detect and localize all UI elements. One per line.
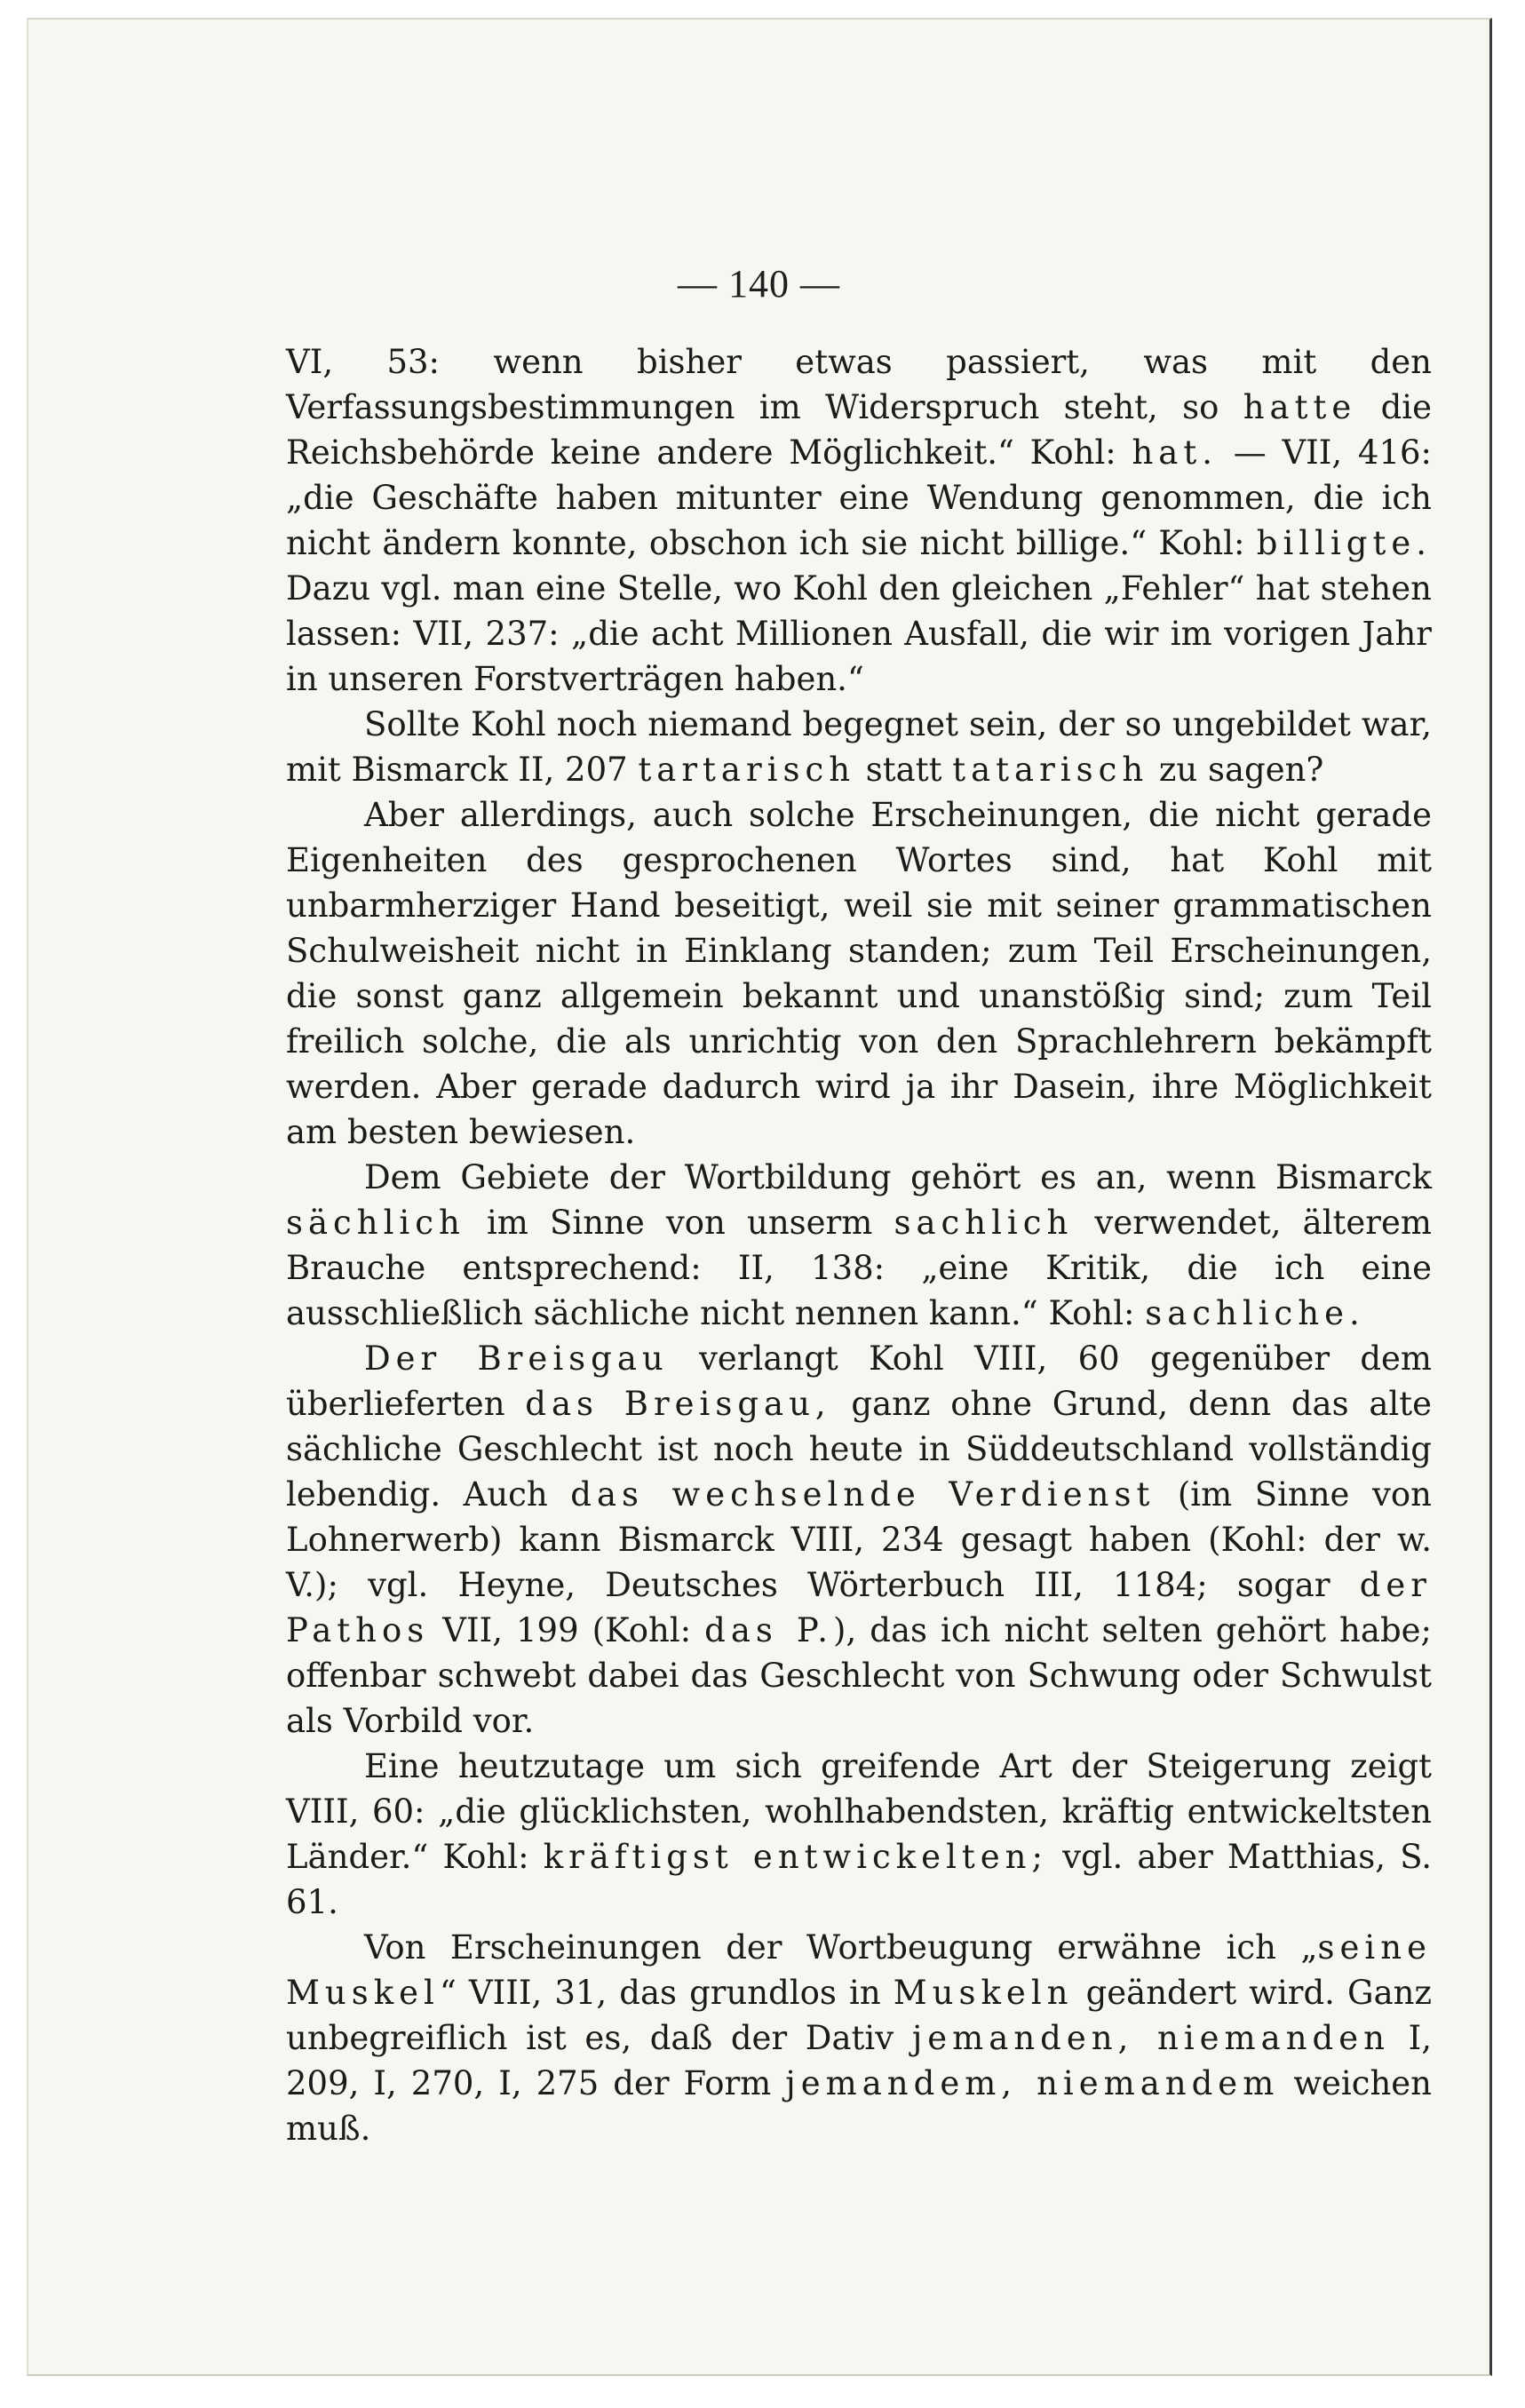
spaced-text: sachliche. xyxy=(1145,1294,1365,1332)
text-segment: weichen muß. xyxy=(286,2064,1433,2148)
text-segment: geändert wird. Ganz unbegreiflich ist es, daß der Dativ xyxy=(286,1974,1432,2057)
text-segment: I, 209, I, 270, I, 275 der Form xyxy=(286,2019,1432,2102)
spaced-text: tartarisch xyxy=(638,751,856,789)
text-segment: Dazu vgl. man eine Stelle, wo Kohl den gleichen „Fehler“ hat stehen lassen: VII, 237: „die acht Millionen Ausfall, die wir im vorigen Jahr in unseren Forstverträgen haben.“ xyxy=(286,569,1432,698)
paragraph-7 xyxy=(286,1925,1432,2151)
spaced-text: hat. xyxy=(1132,433,1218,472)
spaced-text: seine Muskel xyxy=(286,1928,1432,2012)
page-number: — 140 — xyxy=(678,262,840,306)
paragraph-2 xyxy=(286,702,1432,792)
spaced-text: tatarisch xyxy=(952,751,1149,789)
spaced-text: sächlich xyxy=(286,1204,465,1242)
text-segment: (im Sinne von Lohnerwerb) kann Bismarck VIII, 234 gesagt haben (Kohl: der w. V.); vgl. Heyne, Deutsches Wörterbuch III, 1184; sogar xyxy=(286,1475,1432,1604)
spaced-text: billigte. xyxy=(1256,524,1432,562)
text-segment: statt xyxy=(855,751,953,789)
text-segment: im Sinne von unserm xyxy=(465,1204,894,1242)
paragraph-5 xyxy=(286,1336,1432,1744)
text-segment: verwendet, älterem Brauche entsprechend: II, 138: „eine Kritik, die ich eine ausschließlich sächliche nicht nennen kann.“ Kohl: xyxy=(286,1204,1432,1332)
paragraph-6 xyxy=(286,1744,1432,1925)
spaced-text: jemanden, niemanden xyxy=(911,2019,1390,2057)
text-segment: Eine heutzutage um sich greifende Art der Steigerung zeigt VIII, 60: „die glücklichsten, wohlhabendsten, kräftig entwickeltsten Länder.“ Kohl: xyxy=(286,1747,1432,1876)
text-segment: ), das ich nicht selten gehört habe; offenbar schwebt dabei das Geschlecht von Schwung oder Schwulst als Vorbild vor. xyxy=(286,1611,1432,1740)
text-segment: die Reichsbehörde keine andere Möglichkeit.“ Kohl: xyxy=(286,388,1432,472)
text-segment: Aber allerdings, auch solche Erscheinungen, die nicht gerade Eigenheiten des gesprochenen Wortes sind, hat Kohl mit unbarmherziger Hand beseitigt, weil sie mit seiner grammatischen Schulweisheit nicht in Einklang standen; zum Teil Erscheinungen, die sonst ganz allgemein bekannt und unanstößig sind; zum Teil freilich solche, die als unrichtig von den Sprachlehrern bekämpft werden. Aber gerade dadurch wird ja ihr Dasein, ihre Möglichkeit am besten bewiesen. xyxy=(286,796,1432,1151)
spaced-text: Der Breisgau xyxy=(364,1339,669,1378)
text-segment: vgl. aber Matthias, S. 61. xyxy=(286,1838,1432,1921)
text-segment: zu sagen? xyxy=(1148,751,1324,789)
spaced-text: jemandem, niemandem xyxy=(785,2064,1280,2102)
paragraph-4 xyxy=(286,1155,1432,1336)
paragraph-3 xyxy=(286,792,1432,1155)
spaced-text: Muskeln xyxy=(893,1974,1074,2012)
text-segment: “ VIII, 31, das grundlos in xyxy=(439,1974,894,2012)
spaced-text: der Pathos xyxy=(286,1566,1432,1649)
spaced-text: kräftigst entwickelten; xyxy=(543,1838,1048,1876)
text-segment: Von Erscheinungen der Wortbeugung erwähne ich „ xyxy=(364,1928,1318,1967)
body-text xyxy=(286,339,1432,2151)
spaced-text: hatte xyxy=(1243,388,1357,426)
spaced-text: das Breisgau, xyxy=(525,1385,831,1423)
spaced-text: das P. xyxy=(704,1611,834,1649)
text-segment: verlangt Kohl VIII, 60 gegenüber dem überlieferten xyxy=(286,1339,1432,1423)
spaced-text: sachlich xyxy=(894,1204,1074,1242)
paragraph-1 xyxy=(286,339,1432,702)
spaced-text: das wechselnde Verdienst xyxy=(570,1475,1156,1514)
text-segment: Sollte Kohl noch niemand begegnet sein, der so ungebildet war, mit Bismarck II, 207 xyxy=(286,705,1432,789)
text-segment: VI, 53: wenn bisher etwas passiert, was mit den Verfassungsbestimmungen im Widerspruch steht, so xyxy=(286,343,1432,426)
text-segment: ganz ohne Grund, denn das alte sächliche Geschlecht ist noch heute in Süddeutschland vollständig lebendig. Auch xyxy=(286,1385,1432,1514)
text-segment: Dem Gebiete der Wortbildung gehört es an, wenn Bismarck xyxy=(364,1158,1432,1196)
book-page xyxy=(27,18,1492,2376)
text-segment: VII, 199 (Kohl: xyxy=(429,1611,705,1649)
text-segment: — VII, 416: „die Geschäfte haben mitunter eine Wendung genommen, die ich nicht ändern konnte, obschon ich sie nicht billige.“ Kohl: xyxy=(286,433,1432,562)
